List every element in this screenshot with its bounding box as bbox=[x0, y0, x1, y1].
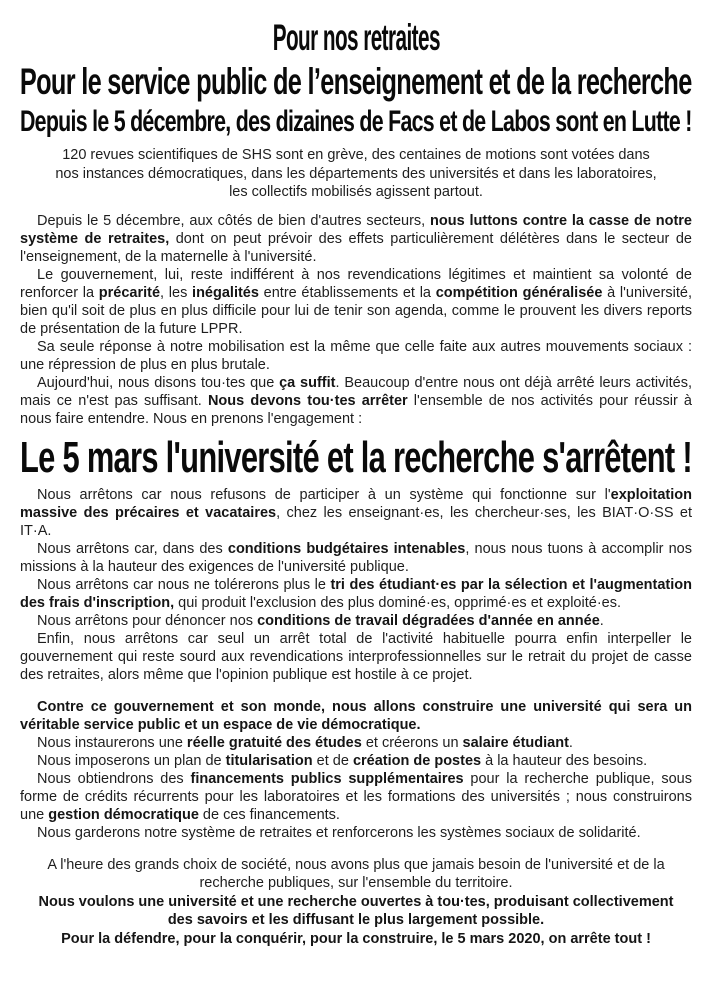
strike-banner-heading: Le 5 mars l'université et la recherche s'arrêtent ! bbox=[20, 432, 692, 482]
headline-pour-nos-retraites: Pour nos retraites bbox=[272, 17, 440, 58]
section-reasons bbox=[20, 486, 692, 684]
context-paragraph-3: Sa seule réponse à notre mobilisation est la même que celle faite aux autres mouvements sociaux : une répression de plus en plus brutale. bbox=[20, 338, 692, 373]
context-paragraph-4: Aujourd'hui, nous disons tou·tes que ça suffit. Beaucoup d'entre nous ont déjà arrêté leurs activités, mais ce n'est pas suffisant. Nous devons tou·tes arrêter l'ensemble de nos activités pour réussir à nous faire entendre. Nous en prenons l'engagement : bbox=[20, 374, 692, 427]
reason-paragraph-1: Nous arrêtons car nous refusons de participer à un système qui fonctionne sur l'exploitation massive des précaires et vacataires, chez les enseignant·es, les chercheur·ses, les BIAT·O·SS et IT·A. bbox=[20, 486, 692, 539]
reason-paragraph-3: Nous arrêtons car nous ne tolérerons plus le tri des étudiant·es par la sélection et l'augmentation des frais d'inscription, qui produit l'exclusion des plus dominé·es, opprimé·es et exploité·es. bbox=[20, 576, 693, 611]
context-paragraph-2: Le gouvernement, lui, reste indifférent à nos revendications légitimes et maintient sa volonté de renforcer la précarité, les inégalités entre établissements et la compétition généralisée à l'université, bien qu'il soit de plus en plus difficile pour lui de tenir son agenda, comme le prouvent les divers reports de présentation de la future LPPR. bbox=[20, 266, 692, 337]
manifesto-paragraph-5: Nous garderons notre système de retraites et renforcerons les systèmes sociaux de solidarité. bbox=[37, 824, 641, 841]
footer-line-2: Nous voulons une université et une recherche ouvertes à tou·tes, produisant collectivement des savoirs et les diffusant le plus largement possible. bbox=[38, 893, 674, 928]
poster-footer bbox=[20, 856, 692, 949]
headline-row-1 bbox=[20, 16, 692, 60]
intro-paragraph: 120 revues scientifiques de SHS sont en grève, des centaines de motions sont votées dans nos instances démocratiques, dans les départements des universités et dans les laboratoires, les collectifs mobilisés agissent partout. bbox=[55, 147, 657, 200]
headline-service-public: Pour le service public de l’enseignement et de la recherche bbox=[20, 61, 692, 102]
reason-paragraph-4: Nous arrêtons pour dénoncer nos conditions de travail dégradées d'année en année. bbox=[37, 612, 604, 629]
footer-line-3: Pour la défendre, pour la conquérir, pour la construire, le 5 mars 2020, on arrête tout ! bbox=[61, 930, 651, 947]
section-manifesto bbox=[20, 698, 692, 842]
section-context bbox=[20, 212, 692, 428]
poster-header bbox=[20, 16, 692, 202]
headline-row-2 bbox=[20, 60, 692, 104]
manifesto-paragraph-3: Nous imposerons un plan de titularisation et de création de postes à la hauteur des besoins. bbox=[37, 752, 648, 769]
strike-banner-row bbox=[20, 432, 692, 484]
manifesto-paragraph-1: Contre ce gouvernement et son monde, nous allons construire une université qui sera un véritable service public et un espace de vie démocratique. bbox=[20, 698, 692, 733]
headline-facs-labos-en-lutte: Depuis le 5 décembre, des dizaines de Facs et de Labos sont en Lutte ! bbox=[20, 105, 692, 138]
manifesto-paragraph-2: Nous instaurerons une réelle gratuité des études et créerons un salaire étudiant. bbox=[37, 734, 573, 751]
headline-row-3 bbox=[20, 104, 692, 140]
footer-line-1: A l'heure des grands choix de société, nous avons plus que jamais besoin de l'université et de la recherche publiques, sur l'ensemble du territoire. bbox=[47, 856, 665, 891]
reason-paragraph-2: Nous arrêtons car, dans des conditions budgétaires intenables, nous nous tuons à accomplir nos missions à la hauteur des exigences de l'université publique. bbox=[20, 540, 692, 575]
reason-paragraph-5: Enfin, nous arrêtons car seul un arrêt total de l'activité habituelle pourra enfin interpeller le gouvernement qui reste sourd aux revendications interprofessionnelles sur le retrait du projet de casse des retraites, alors même que l'opinion publique est hostile à ce projet. bbox=[20, 630, 692, 683]
context-paragraph-1: Depuis le 5 décembre, aux côtés de bien d'autres secteurs, nous luttons contre la casse de notre système de retraites, dont on peut prévoir des effets particulièrement délétères dans le secteur de l'enseignement, de la maternelle à l'université. bbox=[20, 212, 692, 265]
manifesto-paragraph-4: Nous obtiendrons des financements publics supplémentaires pour la recherche publique, sous forme de crédits récurrents pour les laboratoires et les formations des universités ; nous construirons une gestion démocratique de ces financements. bbox=[20, 770, 692, 823]
